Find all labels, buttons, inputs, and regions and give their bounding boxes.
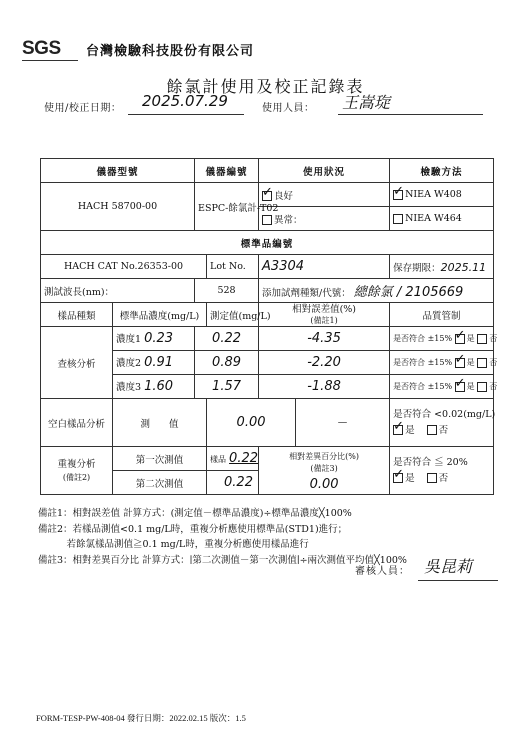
reagent-label: 添加試劑種類/代號： xyxy=(262,288,351,299)
wavelength-label: 測試波長(nm)： xyxy=(41,279,195,303)
row2-yes-label: 是 xyxy=(466,358,475,367)
row2-qc-cell[interactable] xyxy=(390,351,498,375)
standard-header: 標準品編號 xyxy=(41,231,494,255)
row3-std-value: 1.60 xyxy=(144,379,174,394)
check-analysis-label: 查核分析 xyxy=(41,327,113,399)
user-label: 使用人員： xyxy=(262,103,315,114)
form-title: 餘氯計使用及校正記錄表 xyxy=(166,77,365,96)
lot-value-cell[interactable] xyxy=(259,255,390,279)
note-2: 備註2：若樣品測值<0.1 mg/L時，重複分析應使用標準品(STD1)進行； xyxy=(38,523,348,535)
rpd-value: 0.00 xyxy=(309,476,339,492)
status-abnormal-label: 異常： xyxy=(274,214,303,226)
row3-qc-cell[interactable] xyxy=(390,375,498,399)
row2-no-label: 否 xyxy=(489,358,498,367)
note-3: 備註3：相對差異百分比 計算方式：∣第二次測值－第一次測值∣÷兩次測值平均值╳100% xyxy=(38,554,407,566)
blank-measured-value: 0.00 xyxy=(236,415,266,430)
lot-value: A3304 xyxy=(262,259,305,274)
row3-error-cell[interactable] xyxy=(259,375,390,399)
row3-conc-cell[interactable] xyxy=(113,375,195,399)
header-method: 檢驗方法 xyxy=(390,159,494,183)
reagent-cell[interactable] xyxy=(259,279,494,303)
first-sample-tag: 樣品 xyxy=(210,455,227,464)
blank-measured-label: 測 值 xyxy=(113,399,207,447)
note-1: 備註1：相對誤差值 計算方式：(測定值－標準品濃度)÷標準品濃度╳100% xyxy=(38,508,352,519)
blank-analysis-label: 空白樣品分析 xyxy=(41,399,113,447)
row2-measured-cell[interactable] xyxy=(195,351,259,375)
method-1-label: NIEA W408 xyxy=(405,189,462,200)
date-label: 使用/校正日期： xyxy=(44,103,122,114)
col-error-note: (備註1) xyxy=(310,315,338,325)
second-measurement-value: 0.22 xyxy=(224,475,253,490)
reagent-value: 總餘氯 / 2105669 xyxy=(353,285,464,300)
lot-label: Lot No. xyxy=(207,255,259,279)
row2-conc-cell[interactable] xyxy=(113,351,195,375)
duplicate-no-checkbox[interactable] xyxy=(427,473,437,483)
row3-measured-value: 1.57 xyxy=(212,379,241,394)
date-value: 2025.07.29 xyxy=(142,92,228,110)
method-1-checkbox[interactable] xyxy=(393,190,403,200)
row3-yes-label: 是 xyxy=(466,382,475,391)
user-field[interactable] xyxy=(338,93,483,115)
second-measurement-label: 第二次測值 xyxy=(113,471,207,495)
expiry-value: 2025.11 xyxy=(440,260,487,274)
row1-conc-cell[interactable] xyxy=(113,327,195,351)
row2-no-checkbox[interactable] xyxy=(477,358,487,368)
method-option-1[interactable] xyxy=(390,183,494,207)
instrument-model: HACH 58700-00 xyxy=(41,183,195,231)
col-sample-type: 樣品種類 xyxy=(41,303,113,327)
date-field[interactable] xyxy=(128,92,244,115)
col-error xyxy=(259,303,390,327)
row2-conc-label: 濃度2 xyxy=(116,358,142,369)
company-name: 台灣檢驗科技股份有限公司 xyxy=(86,44,255,59)
sgs-logo: SGS xyxy=(22,38,61,59)
row1-error-cell[interactable] xyxy=(259,327,390,351)
blank-no-label: 否 xyxy=(438,424,449,436)
blank-yes-label: 是 xyxy=(405,424,415,436)
note-2-continued: 若餘氯樣品測值≧0.1 mg/L時，重複分析應使用樣品進行 xyxy=(38,539,309,550)
row2-std-value: 0.91 xyxy=(144,355,174,370)
reviewer-signature: 吳昆莉 xyxy=(424,557,473,576)
expiry-label: 保存期限： xyxy=(393,262,441,274)
col-standard-conc: 標準品濃度(mg/L) xyxy=(113,303,207,327)
status-abnormal-option[interactable] xyxy=(259,207,390,231)
row1-qc-cell[interactable] xyxy=(390,327,498,351)
first-measurement-cell[interactable] xyxy=(207,447,259,471)
blank-measured-cell[interactable] xyxy=(207,399,296,447)
row1-no-checkbox[interactable] xyxy=(477,334,487,344)
blank-qc-cell[interactable] xyxy=(390,399,494,447)
row3-no-label: 否 xyxy=(489,382,498,391)
row2-error-value: -2.20 xyxy=(307,355,341,370)
duplicate-qc-label: 是否符合 ≦ 20% xyxy=(393,456,468,468)
duplicate-note: (備註2) xyxy=(62,472,91,482)
blank-qc-label: 是否符合 <0.02(mg/L) xyxy=(393,408,496,420)
duplicate-yes-label: 是 xyxy=(405,472,415,484)
col-qc: 品質管制 xyxy=(390,303,494,327)
header-model: 儀器型號 xyxy=(41,159,195,183)
status-good-option[interactable] xyxy=(259,183,390,207)
status-abnormal-checkbox[interactable] xyxy=(262,215,272,225)
duplicate-analysis-label xyxy=(41,447,113,495)
row3-yes-checkbox[interactable] xyxy=(455,382,465,392)
col-measured: 測定值(mg/L) xyxy=(207,303,259,327)
reviewer-label: 審核人員： xyxy=(355,566,410,577)
method-option-2[interactable] xyxy=(390,207,494,231)
calibration-table xyxy=(40,158,498,495)
duplicate-yes-checkbox[interactable] xyxy=(393,473,403,483)
status-good-checkbox[interactable] xyxy=(262,191,272,201)
row1-std-value: 0.23 xyxy=(144,331,174,346)
blank-yes-checkbox[interactable] xyxy=(393,425,403,435)
blank-error: — xyxy=(296,399,390,447)
col-error-label: 相對誤差值(%) xyxy=(292,303,357,315)
row1-conc-label: 濃度1 xyxy=(116,334,142,345)
cat-no: HACH CAT No.26353-00 xyxy=(41,255,207,279)
instrument-id: ESPC-餘氯計-T02 xyxy=(195,183,259,231)
first-measurement-value: 0.22 xyxy=(229,451,258,466)
row2-yes-checkbox[interactable] xyxy=(455,358,465,368)
method-2-label: NIEA W464 xyxy=(405,213,462,224)
user-value: 王嵩琁 xyxy=(342,93,391,112)
row2-measured-value: 0.89 xyxy=(212,355,241,370)
row1-error-value: -4.35 xyxy=(307,331,341,346)
row2-error-cell[interactable] xyxy=(259,351,390,375)
row1-yes-checkbox[interactable] xyxy=(455,334,465,344)
second-measurement-cell[interactable] xyxy=(207,471,259,495)
expiry-cell[interactable] xyxy=(390,255,494,279)
duplicate-no-label: 否 xyxy=(438,472,449,484)
row2-qc-label: 是否符合 ±15% xyxy=(393,358,453,367)
row1-yes-label: 是 xyxy=(466,334,475,343)
rpd-cell[interactable] xyxy=(259,447,390,495)
duplicate-label: 重複分析 xyxy=(57,458,96,470)
duplicate-qc-cell[interactable] xyxy=(390,447,494,495)
row1-measured-value: 0.22 xyxy=(212,331,241,346)
rpd-note: (備註3) xyxy=(310,463,338,473)
status-good-label: 良好 xyxy=(274,190,294,202)
rpd-label: 相對差異百分比(%) xyxy=(289,451,359,461)
row1-qc-label: 是否符合 ±15% xyxy=(393,334,453,343)
logo-underline xyxy=(22,60,78,61)
row3-no-checkbox[interactable] xyxy=(477,382,487,392)
header-id: 儀器編號 xyxy=(195,159,259,183)
header-status: 使用狀況 xyxy=(259,159,390,183)
row3-error-value: -1.88 xyxy=(307,379,341,394)
blank-no-checkbox[interactable] xyxy=(427,425,437,435)
row1-no-label: 否 xyxy=(489,334,498,343)
row3-qc-label: 是否符合 ±15% xyxy=(393,382,453,391)
wavelength-value: 528 xyxy=(195,279,259,303)
first-measurement-label: 第一次測值 xyxy=(113,447,207,471)
method-2-checkbox[interactable] xyxy=(393,214,403,224)
reviewer-field[interactable] xyxy=(418,557,498,581)
form-footer: FORM-TESP-PW-408-04 發行日期：2022.02.15 版次：1.5 xyxy=(36,713,246,723)
row1-measured-cell[interactable] xyxy=(195,327,259,351)
row3-conc-label: 濃度3 xyxy=(116,382,142,393)
row3-measured-cell[interactable] xyxy=(195,375,259,399)
